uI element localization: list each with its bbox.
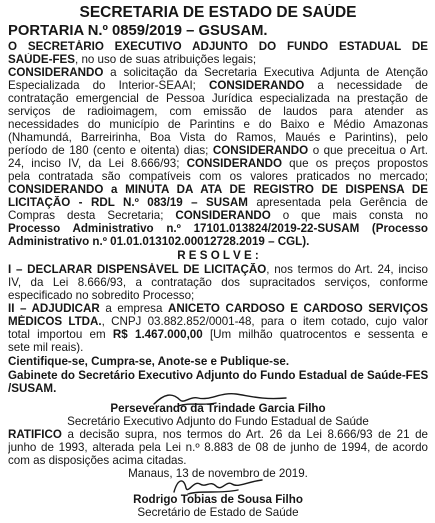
text-line: pela contratada são compatíveis com os valores praticados no mercado;	[8, 170, 428, 183]
bold-text: II – ADJUDICAR	[8, 302, 100, 315]
text-line: /SUSAM.	[8, 382, 57, 395]
text-line: Administrativo n.º 01.01.013102.00012728.2019 – CGL).	[8, 235, 310, 248]
text-span: Compras desta Secretaria;	[8, 209, 176, 222]
bold-text: CONSIDERANDO	[8, 66, 104, 79]
text-span: período de 180 (cento e oitenta) dias;	[8, 144, 213, 157]
text-line: serviços de radioimagem, com emissão de laudos para atender as	[8, 105, 428, 118]
bold-text: CONSIDERANDO	[212, 144, 309, 157]
text-line	[8, 315, 428, 328]
text-line	[8, 144, 428, 157]
bold-text: R$ 1.467.000,00	[112, 328, 203, 341]
text-line	[8, 328, 428, 341]
text-line	[8, 302, 428, 315]
text-line	[8, 66, 428, 79]
text-span: , CNPJ 03.882.852/0001-48, para o item cotado, cujo valor	[101, 315, 428, 328]
text-line: (Nhamundá, Barreirinha, Boa Vista do Ramos, Maués e Parintins), pelo	[8, 131, 428, 144]
text-span: , nos termos do Art. 24, inciso	[266, 263, 428, 276]
document-heading: SECRETARIA DE ESTADO DE SAÚDE	[79, 4, 357, 21]
text-line: junho de 1993, alterada pela Lei n.º 8.883 de 08 de junho de 1994, de acordo	[8, 441, 428, 454]
text-line	[8, 428, 428, 441]
text-span: a necessidade de	[304, 79, 428, 92]
text-line: CONSIDERANDO a MINUTA DA ATA DE REGISTRO DE DISPENSA DE	[8, 183, 428, 196]
text-span: apresentada pela Gerência de	[247, 196, 428, 209]
text-line	[8, 53, 428, 66]
text-span: a decisão supra, nos termos do Art. 26 da Lei 8.666/93 de 21 de	[61, 428, 428, 441]
text-span: o que preceitua o Art.	[308, 144, 428, 157]
text-line: sete mil reais).	[8, 341, 84, 354]
portaria-number: PORTARIA N.º 0859/2019 – GSUSAM.	[8, 23, 268, 39]
signatory-name: Rodrigo Tobias de Sousa Filho	[133, 493, 303, 506]
text-line: O SECRETÁRIO EXECUTIVO ADJUNTO DO FUNDO ESTADUAL DE	[8, 40, 428, 53]
text-line: Cientifique-se, Cumpra-se, Anote-se e Publique-se.	[8, 355, 290, 368]
text-line	[8, 79, 428, 92]
text-span: [Um milhão quatrocentos e sessenta e	[202, 328, 428, 341]
text-line: necessidades do município de Parintins e do Baixo e Médio Amazonas	[8, 118, 428, 131]
document-date: Manaus, 13 de novembro de 2019.	[128, 467, 308, 480]
text-span: 24, inciso IV, da Lei 8.666/93;	[8, 157, 187, 170]
text-line: Gabinete do Secretário Executivo Adjunto do Fundo Estadual de Saúde-FES	[8, 369, 428, 382]
text-span: , no uso de suas atribuições legais;	[75, 53, 257, 66]
text-line: com as disposições acima citadas.	[8, 454, 187, 467]
signatory-role: Secretário de Estado de Saúde	[137, 506, 299, 519]
bold-text: CONSIDERANDO	[208, 79, 305, 92]
text-line	[8, 209, 428, 222]
text-line: contratação emergencial de Pessoa Jurídica especializada na prestação de	[8, 92, 428, 105]
text-span: total importou em	[8, 328, 113, 341]
text-span: a solicitação da Secretaria Executiva Adjunta de Atenção	[103, 66, 428, 79]
bold-text: CONSIDERANDO	[175, 209, 271, 222]
bold-text: MÉDICOS LTDA.	[8, 315, 102, 328]
bold-text: ANICETO CARDOSO E CARDOSO SERVIÇOS	[167, 302, 428, 315]
text-span: a empresa	[99, 302, 168, 315]
text-line: especificado no sobredito Processo;	[8, 289, 195, 302]
text-line	[8, 263, 428, 276]
signatory-name: Perseverando da Trindade Garcia Filho	[110, 402, 326, 415]
bold-text: RATIFICO	[8, 428, 62, 441]
bold-text: CONSIDERANDO	[186, 157, 282, 170]
text-span: o que mais consta no	[270, 209, 428, 222]
bold-text: LICITAÇÃO - RDL N.º 083/19 – SUSAM	[8, 196, 248, 209]
bold-text: I – DECLARAR DISPENSÁVEL DE LICITAÇÃO	[8, 263, 267, 276]
bold-text: SAÚDE-FES	[8, 53, 75, 66]
resolve-heading: R E S O L V E :	[177, 249, 259, 262]
text-line: IV, da Lei 8.666/93, a contratação dos supracitados serviços, conforme	[8, 276, 428, 289]
text-span: Especializada do Interior-SEAAI;	[8, 79, 209, 92]
text-span: que os preços propostos	[282, 157, 428, 170]
text-line	[8, 196, 428, 209]
text-line: Processo Administrativo n.º 17101.013824/2019-22-SUSAM (Processo	[8, 222, 428, 235]
signatory-role: Secretário Executivo Adjunto do Fundo Estadual de Saúde	[67, 415, 369, 428]
text-line	[8, 157, 428, 170]
